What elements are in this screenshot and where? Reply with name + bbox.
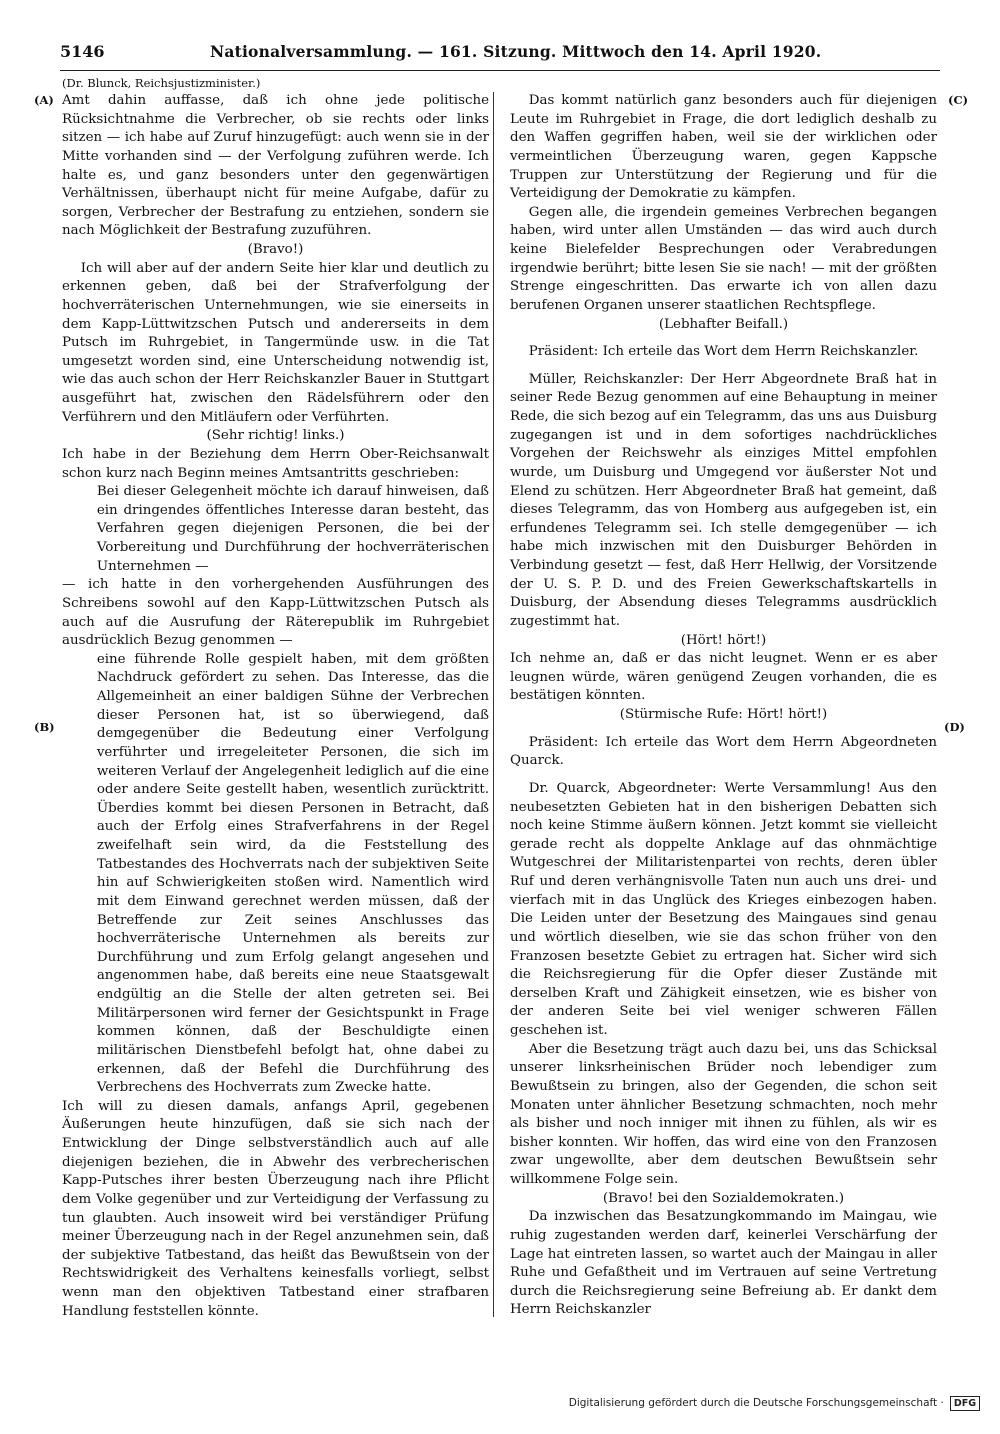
running-head: Nationalversammlung. — 161. Sitzung. Mittwoch den 14. April 1920. [210,42,822,61]
dfg-logo: DFG [950,1396,980,1411]
interjection: (Bravo! bei den Sozialdemokraten.) [602,1190,845,1206]
interjection: (Stürmische Rufe: Hört! hört!) [619,707,828,722]
footer-credit: Digitalisierung gefördert durch die Deutsche Forschungsgemeinschaft · [568,1397,944,1409]
margin-mark-a: (A) [34,93,54,107]
paragraph: Ich will aber auf der andern Seite hier klar und deutlich zu erkennen geben, daß bei der Strafverfolgung der hochverräterischen Unternehmungen, wie sie einerseits in dem Kapp-Lüttwitzschen Putsch und andererseits in dem Putsch im Ruhrgebiet, in Tangermünde usw. in die Tat umgesetzt worden sind, eine Unterscheidung notwendig ist, wie das auch schon der Herr Reichskanzler Bauer in Stuttgart ausgeführt hat, zwischen den Rädelsführern oder den Verführern und den Mitläufern oder Verführten. [62,260,489,425]
interjection: (Lebhafter Beifall.) [658,316,789,332]
paragraph: Ich habe in der Beziehung dem Herrn Ober-Reichsanwalt schon kurz nach Beginn meines Amtsantritts geschrieben: [62,446,489,481]
left-column [62,92,489,1321]
speaker-note: (Dr. Blunck, Reichsjustizminister.) [62,76,261,90]
paragraph: eine führende Rolle gespielt haben, mit dem größten Nachdruck gefördert zu sehen. Das Interesse, das die Allgemeinheit an einer baldigen Sühne der Verbrechen dieser Personen hat, ist so überwiegend, daß demgegenüber die Bedeutung einer Verfolgung verführter und irregeleiteter Personen, die sich im weiteren Verlauf der Angelegenheit lediglich auf die eine oder andere Seite gestellt haben, wesentlich zurücktritt. Überdies kommt bei diesen Personen in Betracht, daß auch der Erfolg eines Strafverfahrens in der Regel zweifelhaft sein wird, da die Feststellung des Tatbestandes des Hochverrats nach der subjektiven Seite hin auf Schwierigkeiten stoßen wird. Namentlich wird mit dem Einwand gerechnet werden müssen, daß der Betreffende zur Zeit seines Anschlusses das hochverräterische Unternehmen als bereits zur Durchführung und zum Erfolg gelangt angesehen und angenommen habe, daß bereits eine neue Staatsgewalt endgültig an die Stelle der alten getreten sei. Bei Militärpersonen wird ferner der Gesichtspunkt in Frage kommen können, daß der Beschuldigte einen militärischen Dienstbefehl befolgt hat, ohne dabei zu erkennen, daß der Befehl die Durchführung des Verbrechens des Hochverrats zum Zwecke hatte. [96,651,489,1096]
page-header [60,42,940,71]
speaker-paragraph: Müller, Reichskanzler: Der Herr Abgeordnete Braß hat in seiner Rede Bezug genommen auf eine Behauptung in meiner Rede, die sich bezog auf ein Telegramm, das uns aus Duisburg zugegangen ist und in dem sofortiges nachdrückliches Vorgehen der Reichswehr als einziges Mittel empfohlen wurde, um Duisburg und Umgegend vor äußerster Not und Elend zu schützen. Herr Abgeordneter Braß hat gemeint, daß dieses Telegramm, das von Homberg aus aufgegeben ist, ein erfundenes Telegramm sei. Ich stelle demgegenüber — ich habe mich inzwischen mit den Duisburger Behörden in Verbindung gesetzt — fest, daß Herr Hellwig, der Vorsitzende der U. S. P. D. und des Freien Gewerkschaftskartells in Duisburg, der Absendung dieses Telegramms ausdrücklich zugestimmt hat. [510,371,937,629]
paragraph: Amt dahin auffasse, daß ich ohne jede politische Rücksichtnahme die Verbrecher, ob sie rechts oder links sitzen — ich habe auf Zuruf hinzugefügt: auch wenn sie in der Mitte vorhanden sind — der Verfolgung zuführen werde. Ich halte es, und ganz besonders unter den gegenwärtigen Verhältnissen, überhaupt nicht für meine Aufgabe, dafür zu sorgen, Verbrecher der Bestrafung zu entziehen, sondern sie nach Möglichkeit der Bestrafung zuzuführen. [62,93,489,239]
paragraph: Da inzwischen das Besatzungkommando im Maingau, wie ruhig zugestanden werden darf, keinerlei Verschärfung der Lage hat eintreten lassen, so wartet auch der Maingau in aller Ruhe und Gefaßtheit und im Vertrauen auf seine Vertretung durch die Reichsregierung seine Befreiung ab. Er dankt dem Herrn Reichskanzler [510,1209,937,1318]
footer [560,1396,980,1411]
margin-mark-c: (C) [948,93,969,107]
interjection: (Sehr richtig! links.) [206,428,345,444]
right-column [510,92,937,1320]
margin-mark-d: (D) [944,720,965,734]
paragraph: Das kommt natürlich ganz besonders auch für diejenigen Leute im Ruhrgebiet in Frage, die dort lediglich deshalb zu den Waffen gegriffen haben, weil sie der wirklichen oder vermeintlichen Überzeugung waren, gegen Kappsche Truppen zur Unterstützung der Regierung und für die Verteidigung der Demokratie zu kämpfen. [510,93,937,202]
page-number: 5146 [60,42,105,61]
margin-mark-b: (B) [34,720,55,734]
paragraph: Ich nehme an, daß er das nicht leugnet. Wenn er es aber leugnen würde, wären genügend Zeugen vorhanden, die es bestätigen könnten. [510,651,937,704]
interjection: (Bravo!) [247,242,304,257]
column-divider [493,92,494,1317]
paragraph: Bei dieser Gelegenheit möchte ich darauf hinweisen, daß ein dringendes öffentliches Interesse daran besteht, das Verfahren gegen diejenigen Personen, die bei der Vorbereitung und Durchführung der hochverräterischen Unternehmen — [96,484,489,574]
speaker-paragraph: Dr. Quarck, Abgeordneter: Werte Versammlung! Aus den neubesetzten Gebieten hat in den bisherigen Debatten sich noch keine Stimme äußern können. Jetzt kommt sie vielleicht gerade recht als doppelte Anklage auf das ohnmächtige Wutgeschrei der Militaristenpartei von rechts, deren übler Ruf und deren verhängnisvolle Taten nun auch uns drei- und vierfach mit in das Unglück des Krieges einbezogen haben. Die Leiden unter der Besetzung des Maingaues sind genau und wörtlich dieselben, wie sie das schon früher von den Franzosen besetzte Gebiet zu ertragen hat. Sicher wird sich die Reichsregierung für die Opfer dieser Zustände mit derselben Kraft und Zähigkeit einsetzen, wie es bisher von der anderen Seite bei viel weniger schweren Fällen geschehen ist. [510,780,937,1038]
paragraph: Ich will zu diesen damals, anfangs April, gegebenen Äußerungen heute hinzufügen, daß sie sich nach der Entwicklung der Dinge selbstverständlich auch auf alle diejenigen beziehen, die in Abwehr des verbrecherischen Kapp-Putsches ihrer besten Überzeugung nach ihre Pflicht dem Volke gegenüber und zur Verteidigung der Verfassung zu tun glaubten. Auch insoweit wird bei verständiger Prüfung meiner Überzeugung nach in der Regel anzunehmen sein, daß der subjektive Tatbestand, das heißt das Bewußtsein von der Rechtswidrigkeit des Verhaltens keinesfalls vorliegt, selbst wenn man den objektiven Tatbestand einer strafbaren Handlung feststellen könnte. [62,1098,489,1319]
interjection: (Hört! hört!) [680,632,767,648]
speaker-paragraph: Präsident: Ich erteile das Wort dem Herrn Reichskanzler. [528,344,919,360]
paragraph: Aber die Besetzung trägt auch dazu bei, uns das Schicksal unserer linksrheinischen Brüder noch lebendiger zum Bewußtsein zu bringen, also der Gegenden, die schon seit Monaten unter ähnlicher Besetzung schmachten, noch mehr als bisher und noch inniger mit ihnen zu fühlen, als wir es bisher konnten. Wir hoffen, das wird eine von den Franzosen zwar ungewollte, aber dem deutschen Bewußtsein sehr willkommene Folge sein. [510,1041,937,1187]
speaker-paragraph: Präsident: Ich erteile das Wort dem Herrn Abgeordneten Quarck. [510,734,937,769]
paragraph: Gegen alle, die irgendein gemeines Verbrechen begangen haben, wird unter allen Umständen — das wird auch durch keine Bielefelder Besprechungen oder Verabredungen irgendwie berührt; bitte lesen Sie sie nach! — mit der größten Strenge eingeschritten. Das erwarte ich von allen dazu berufenen Organen unserer staatlichen Rechtspflege. [510,204,937,313]
paragraph: — ich hatte in den vorhergehenden Ausführungen des Schreibens sowohl auf den Kapp-Lüttwitzschen Putsch als auch auf die Ausrufung der Räterepublik im Ruhrgebiet ausdrücklich Bezug genommen — [62,577,489,649]
